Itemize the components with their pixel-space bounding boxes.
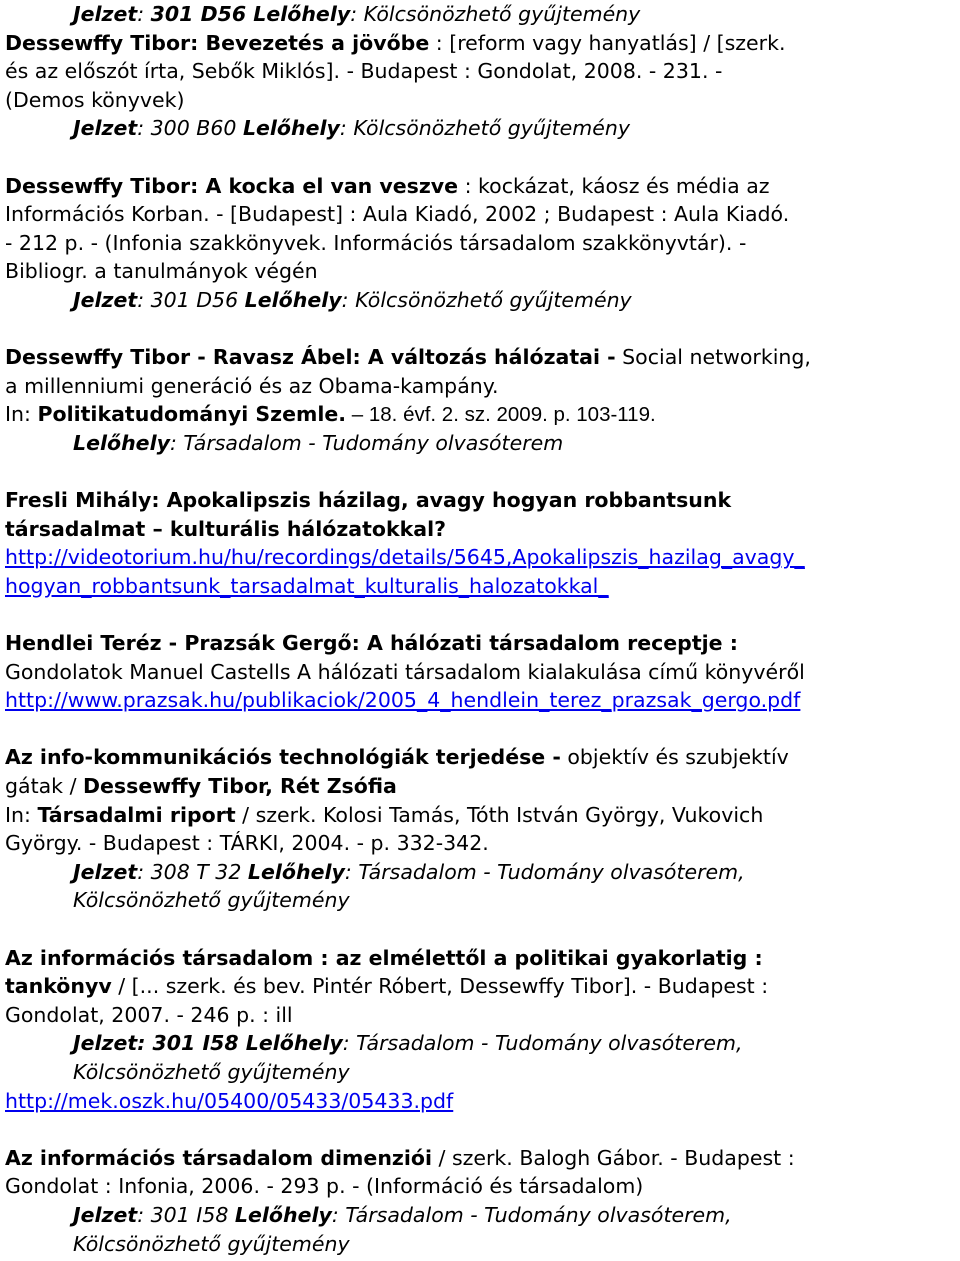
location-value: : Társadalom - Tudomány olvasóterem,	[331, 1202, 732, 1227]
jelzet-label: Jelzet	[73, 859, 138, 884]
location-value: : Társadalom - Tudomány olvasóterem,	[342, 1031, 743, 1056]
video-link-continued[interactable]: hogyan_robbantsunk_tarsadalmat_kulturalis_halozatokkal_	[5, 573, 609, 598]
entry-title: Dessewffy Tibor - Ravasz Ábel: A változás hálózatai -	[5, 345, 616, 370]
entry-title: Hendlei Teréz - Prazsák Gergő: A hálózati társadalom receptje :	[5, 631, 738, 656]
jelzet-value: : 300 B60	[137, 116, 243, 141]
location-line	[5, 1201, 955, 1230]
jelzet-label: Jelzet	[73, 116, 138, 141]
jelzet-label: Jelzet	[73, 1202, 138, 1227]
location-label: Lelőhely	[245, 1031, 343, 1056]
location-label: Lelőhely	[253, 2, 351, 26]
bib-entry: Hendlei Teréz - Prazsák Gergő: A hálózati társadalom receptje : Gondolatok Manuel Castells A hálózati társadalom kialakulása című könyvéről http://www.prazsak.hu/publikaciok/2005_4_hendlein_terez_prazsak_gergo.pdf	[5, 631, 805, 713]
location-value: Kölcsönözhető gyűjtemény	[73, 1231, 350, 1256]
jelzet-value: : 308 T 32	[137, 859, 248, 884]
mek-link[interactable]: http://mek.oszk.hu/05400/05433/05433.pdf	[5, 1088, 454, 1113]
jelzet-label: Jelzet: 301 I58	[73, 1031, 246, 1056]
jelzet-label: Jelzet	[73, 2, 138, 26]
location-label: Lelőhely	[234, 1202, 332, 1227]
bib-entry: Dessewffy Tibor - Ravasz Ábel: A változás hálózatai - Social networking, a millenniumi generáció és az Obama-kampány. In: Politikatudományi Szemle. – 18. évf. 2. sz. 2009. p. 103-119. Lelőhely: Társadalom - Tudomány olvasóterem	[5, 343, 955, 457]
location-line: Jelzet: 301 D56 Lelőhely: Kölcsönözhető gyűjtemény	[73, 2, 641, 26]
location-line	[5, 1029, 955, 1058]
location-label: Lelőhely	[242, 116, 340, 141]
entry-authors: Dessewffy Tibor, Rét Zsófia	[83, 774, 397, 799]
bib-entry: Dessewffy Tibor: Bevezetés a jövőbe : [reform vagy hanyatlás] / [szerk. és az előszót írta, Sebők Miklós]. - Budapest : Gondolat, 2008. - 231. - (Demos könyvek) Jelzet: 300 B60 Lelőhely: Kölcsönözhető gyűjtemény	[5, 29, 955, 143]
location-value: : Társadalom - Tudomány olvasóterem	[169, 430, 564, 455]
jelzet-value: : 301 I58	[137, 1202, 235, 1227]
jelzet-value: : 301 D56	[137, 287, 245, 312]
entry-title: Dessewffy Tibor: A kocka el van veszve	[5, 173, 459, 198]
pdf-link[interactable]: http://www.prazsak.hu/publikaciok/2005_4_hendlein_terez_prazsak_gergo.pdf	[5, 688, 801, 713]
jelzet-value: 301 D56	[150, 2, 247, 26]
bib-entry: Az információs társadalom dimenziói / szerk. Balogh Gábor. - Budapest : Gondolat : Infonia, 2006. - 293 p. - (Információ és társadalom) Jelzet: 301 I58 Lelőhely: Társadalom - Tudomány olvasóterem, Kölcsönözhető gyűjtemény	[5, 1144, 955, 1258]
entry-title: Az információs társadalom dimenziói	[5, 1145, 432, 1170]
location-label: Lelőhely	[247, 859, 345, 884]
location-value: : Társadalom - Tudomány olvasóterem,	[344, 859, 745, 884]
video-link[interactable]: http://videotorium.hu/hu/recordings/details/5645,Apokalipszis_hazilag_avagy_	[5, 545, 805, 570]
location-value: : Kölcsönözhető gyűjtemény	[341, 287, 632, 312]
location-value: : Kölcsönözhető gyűjtemény	[339, 116, 630, 141]
bib-entry: Fresli Mihály: Apokalipszis házilag, avagy hogyan robbantsunk társadalmat – kulturális hálózatokkal? http://videotorium.hu/hu/recordings/details/5645,Apokalipszis_hazilag_avagy_ hogyan_robbantsunk_tarsadalmat_kulturalis_halozatokkal_	[5, 488, 805, 598]
bib-entry: Az info-kommunikációs technológiák terjedése - objektív és szubjektív gátak / Dessewffy Tibor, Rét Zsófia In: Társadalmi riport / szerk. Kolosi Tamás, Tóth István György, Vukovich György. - Budapest : TÁRKI, 2004. - p. 332-342. Jelzet: 308 T 32 Lelőhely: Társadalom - Tudomány olvasóterem, Kölcsönözhető gyűjtemény	[5, 743, 955, 915]
jelzet-label: Jelzet	[73, 287, 138, 312]
entry-title: Az info-kommunikációs technológiák terjedése -	[5, 745, 561, 770]
location-line	[5, 286, 955, 315]
location-line	[5, 429, 955, 458]
bib-entry: Az információs társadalom : az elmélettől a politikai gyakorlatig : tankönyv / [... szerk. és bev. Pintér Róbert, Dessewffy Tibor]. - Budapest : Gondolat, 2007. - 246 p. : ill Jelzet: 301 I58 Lelőhely: Társadalom - Tudomány olvasóterem, Kölcsönözhető gyűjtemény http://mek.oszk.hu/05400/05433/05433.pdf	[5, 944, 955, 1116]
location-value: Kölcsönözhető gyűjtemény	[73, 888, 350, 913]
bib-entry: Dessewffy Tibor: A kocka el van veszve : kockázat, káosz és média az Információs Korban. - [Budapest] : Aula Kiadó, 2002 ; Budapest : Aula Kiadó. - 212 p. - (Infonia szakkönyvek. Információs társadalom szakkönyvtár). - Bibliogr. a tanulmányok végén Jelzet: 301 D56 Lelőhely: Kölcsönözhető gyűjtemény	[5, 172, 955, 315]
entry-title: Fresli Mihály: Apokalipszis házilag, avagy hogyan robbantsunk	[5, 488, 732, 513]
entry-title: Az információs társadalom : az elmélettől a politikai gyakorlatig :	[5, 945, 763, 970]
location-line	[5, 858, 955, 887]
location-line	[5, 114, 955, 143]
location-value: Kölcsönözhető gyűjtemény	[363, 2, 641, 26]
location-value: Kölcsönözhető gyűjtemény	[73, 1059, 350, 1084]
journal-title: Politikatudományi Szemle.	[37, 402, 347, 427]
entry-title: Dessewffy Tibor: Bevezetés a jövőbe	[5, 30, 430, 55]
journal-title: Társadalmi riport	[37, 802, 236, 827]
location-label: Lelőhely	[73, 430, 170, 455]
location-label: Lelőhely	[244, 287, 342, 312]
